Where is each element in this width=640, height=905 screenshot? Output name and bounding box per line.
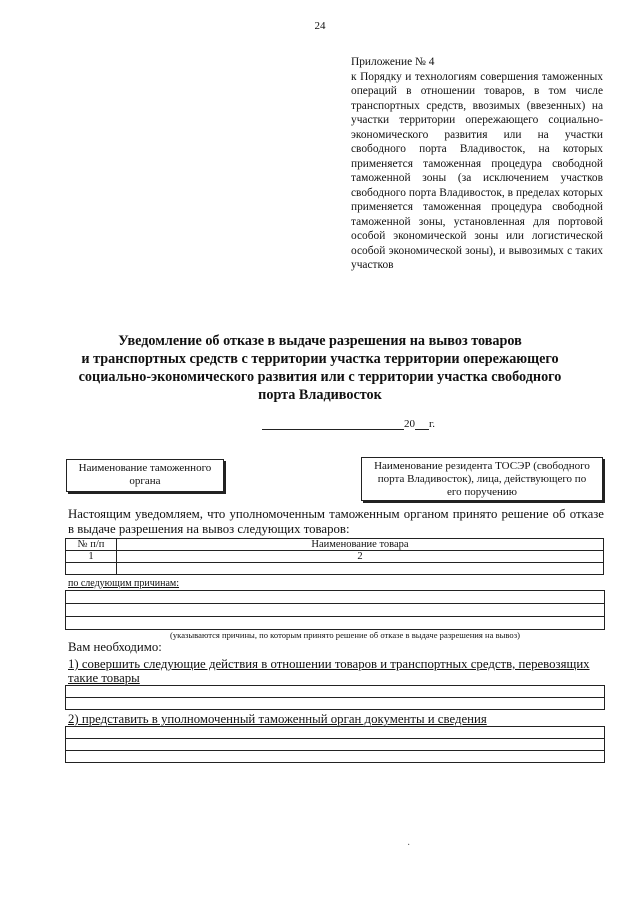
fill-line <box>66 750 604 762</box>
need-label: Вам необходимо: <box>68 640 162 654</box>
intro-paragraph: Настоящим уведомляем, что уполномоченным таможенным органом принято решение об отказе в выдаче разрешения на вывоз следующих товаров: <box>68 507 604 536</box>
customs-box-line: Наименование таможенного <box>78 462 212 474</box>
heading-line: порта Владивосток <box>258 387 382 403</box>
table-row <box>66 563 604 575</box>
reasons-fill-lines <box>65 590 605 630</box>
table-header-row <box>66 539 604 551</box>
resident-box-line: его поручению <box>446 486 518 498</box>
appendix-block <box>351 55 603 273</box>
fill-line <box>66 697 604 709</box>
scan-mark: · <box>407 840 411 851</box>
date-line <box>262 418 435 430</box>
fill-line <box>66 591 604 603</box>
table-cell: 1 <box>66 551 117 563</box>
resident-box <box>361 457 603 501</box>
item1-fill-lines <box>65 685 605 710</box>
appendix-text: к Порядку и технологиям совершения таможенных операций в отношении товаров, в том числе транспортных средств, ввозимых (ввезенных) на участки территории опережающего социально-экономического развития или на участки свободного порта Владивосток, на которых применяется таможенная процедура свободной таможенной зоны (за исключением участков свободного порта Владивосток, в пределах которых применяется таможенная процедура свободной таможенной зоны, установленная для портовой особой экономической зоны или логистической особой экономической зоны), и вывозимых с таких участков <box>351 70 603 271</box>
item1-label: 1) совершить следующие действия в отношении товаров и транспортных средств, перевозящих такие товары <box>68 657 590 685</box>
reasons-note: (указываются причины, по которым принято решение об отказе в выдаче разрешения на вывоз) <box>170 630 520 640</box>
goods-table <box>65 538 604 575</box>
heading-line: социально-экономического развития или с территории участка свободного <box>78 369 562 385</box>
fill-line <box>66 603 604 616</box>
resident-box-line: порта Владивосток), лица, действующего по <box>377 473 587 485</box>
item2-fill-lines <box>65 726 605 763</box>
fill-line <box>66 616 604 629</box>
heading-line: Уведомление об отказе в выдаче разрешения на вывоз товаров <box>118 333 522 349</box>
table-cell: 2 <box>117 551 604 563</box>
date-day-month-blank <box>262 418 404 430</box>
table-header-cell: № п/п <box>66 539 117 551</box>
fill-line <box>66 738 604 750</box>
date-year-prefix: 20 <box>404 418 415 430</box>
table-row <box>66 551 604 563</box>
customs-authority-box <box>66 459 224 492</box>
item2-text: 2) представить в уполномоченный таможенный орган документы и сведения <box>68 712 487 726</box>
table-header-cell: Наименование товара <box>117 539 604 551</box>
date-year-blank <box>415 418 429 430</box>
heading-line: и транспортных средств с территории участка территории опережающего <box>81 351 559 367</box>
fill-line <box>66 727 604 738</box>
date-suffix: г. <box>429 418 436 430</box>
appendix-title: Приложение № 4 <box>351 56 435 68</box>
item1-text <box>68 657 604 685</box>
document-heading <box>40 332 600 404</box>
resident-box-line: Наименование резидента ТОСЭР (свободного <box>374 460 590 472</box>
fill-line <box>66 686 604 697</box>
table-cell <box>66 563 117 575</box>
customs-box-line: органа <box>129 475 161 487</box>
table-cell <box>117 563 604 575</box>
page-number: 24 <box>314 20 326 32</box>
reasons-label: по следующим причинам: <box>68 578 180 589</box>
